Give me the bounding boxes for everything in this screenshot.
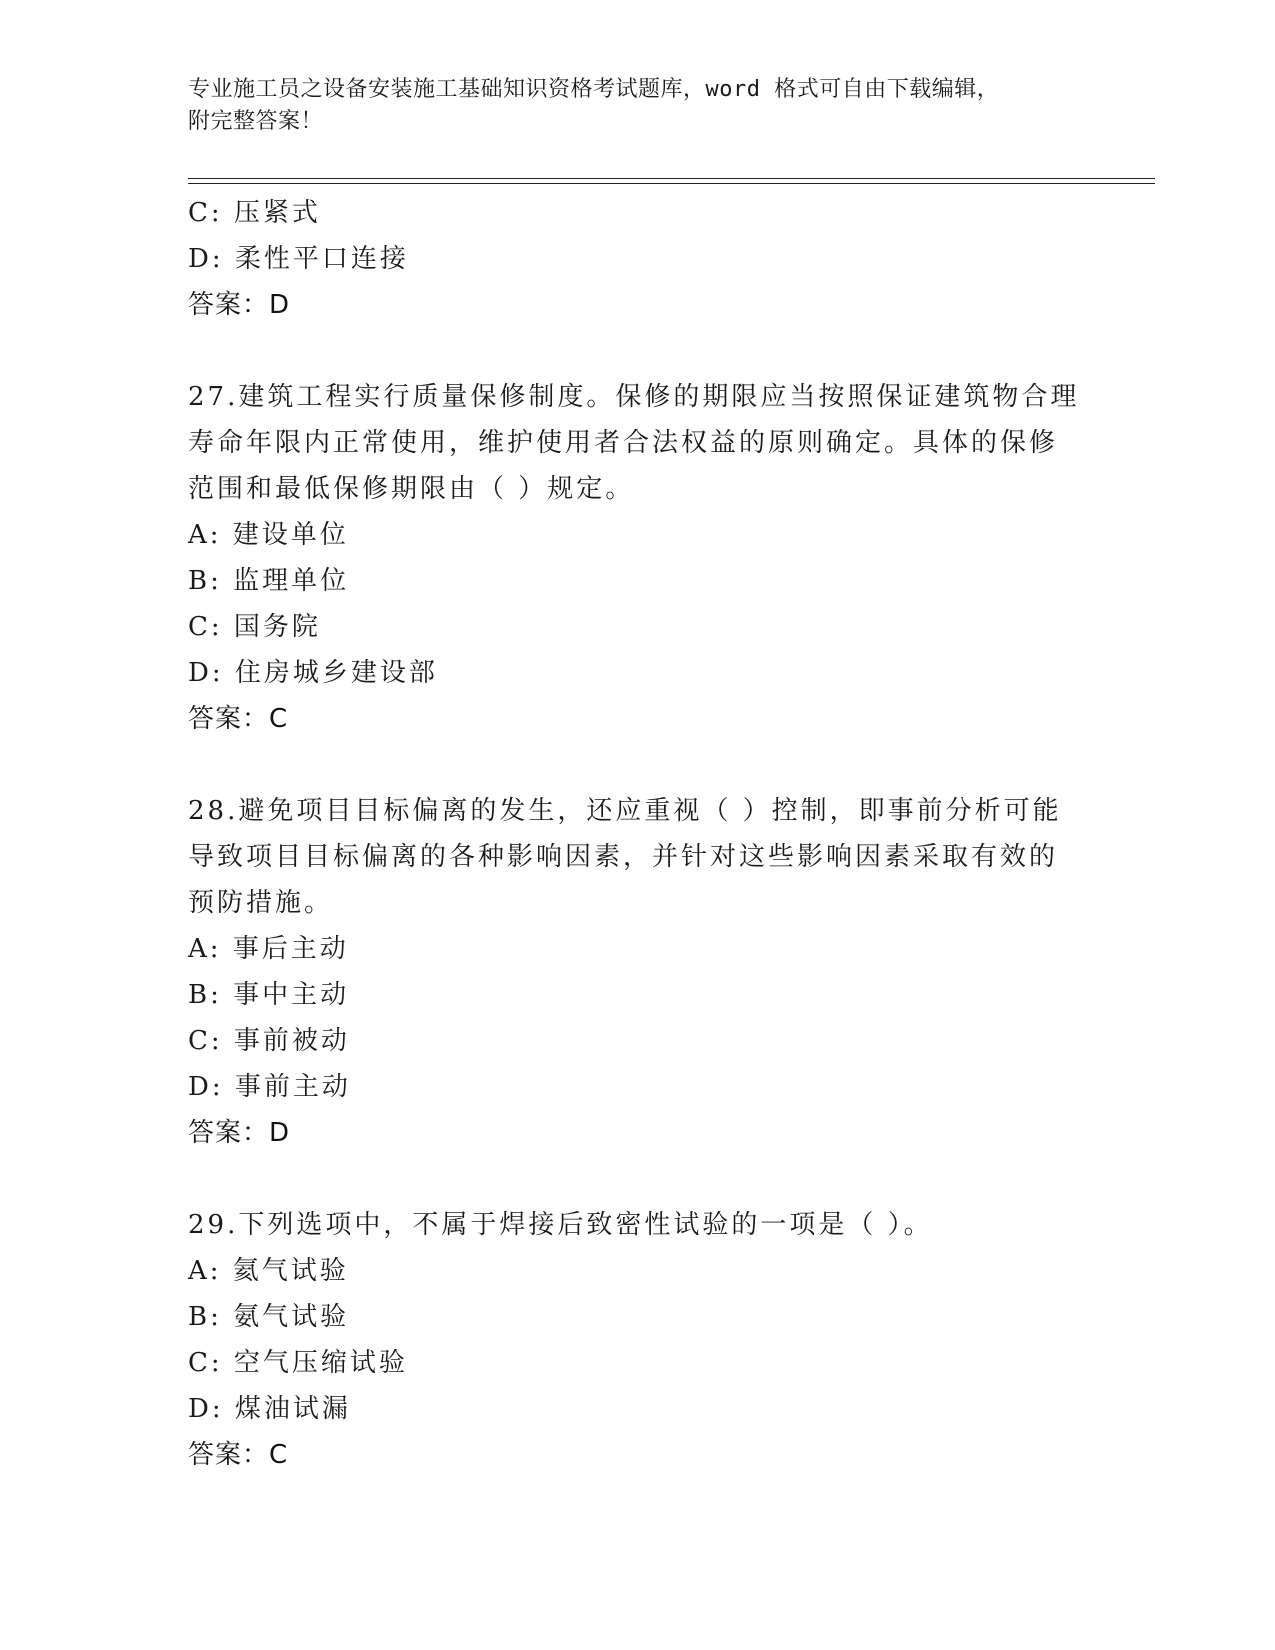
option-d: D: 住房城乡建设部 xyxy=(188,658,438,688)
document-body xyxy=(188,190,1088,1478)
stem-line: 29.下列选项中，不属于焊接后致密性试验的一项是（ ）。 xyxy=(188,1210,933,1240)
question-27 xyxy=(188,374,1088,742)
header-line-1: 专业施工员之设备安装施工基础知识资格考试题库，word 格式可自由下载编辑， xyxy=(188,77,1000,102)
document-header xyxy=(188,74,1068,138)
header-divider-top xyxy=(188,178,1155,179)
stem-line: 导致项目目标偏离的各种影响因素，并针对这些影响因素采取有效的 xyxy=(188,842,1059,872)
option-d: D: 事前主动 xyxy=(188,1072,351,1102)
stem-line: 范围和最低保修期限由（ ）规定。 xyxy=(188,474,635,504)
question-stem xyxy=(188,1202,1088,1248)
answer-line: 答案：D xyxy=(188,290,291,320)
option-a: A: 事后主动 xyxy=(188,934,349,964)
option-d: D: 煤油试漏 xyxy=(188,1394,351,1424)
option-b: B: 监理单位 xyxy=(188,566,350,596)
previous-question-tail xyxy=(188,190,1088,328)
option-a: A: 氦气试验 xyxy=(188,1256,349,1286)
stem-line: 27.建筑工程实行质量保修制度。保修的期限应当按照保证建筑物合理 xyxy=(188,382,1080,412)
answer-line: 答案：C xyxy=(188,1440,289,1470)
option-c: C: 国务院 xyxy=(188,612,321,642)
stem-line: 28.避免项目目标偏离的发生，还应重视（ ）控制，即事前分析可能 xyxy=(188,796,1062,826)
option-a: A: 建设单位 xyxy=(188,520,349,550)
answer-line: 答案：D xyxy=(188,1118,291,1148)
question-28 xyxy=(188,788,1088,1156)
option-d: D: 柔性平口连接 xyxy=(188,244,409,274)
stem-line: 寿命年限内正常使用，维护使用者合法权益的原则确定。具体的保修 xyxy=(188,428,1059,458)
question-stem xyxy=(188,788,1088,926)
header-divider-bottom xyxy=(188,183,1155,184)
option-c: C: 压紧式 xyxy=(188,198,321,228)
option-b: B: 事中主动 xyxy=(188,980,350,1010)
answer-line: 答案：C xyxy=(188,704,289,734)
option-c: C: 事前被动 xyxy=(188,1026,350,1056)
stem-line: 预防措施。 xyxy=(188,888,334,918)
option-b: B: 氨气试验 xyxy=(188,1302,350,1332)
question-29 xyxy=(188,1202,1088,1478)
question-stem xyxy=(188,374,1088,512)
option-c: C: 空气压缩试验 xyxy=(188,1348,408,1378)
header-line-2: 附完整答案！ xyxy=(188,109,324,134)
